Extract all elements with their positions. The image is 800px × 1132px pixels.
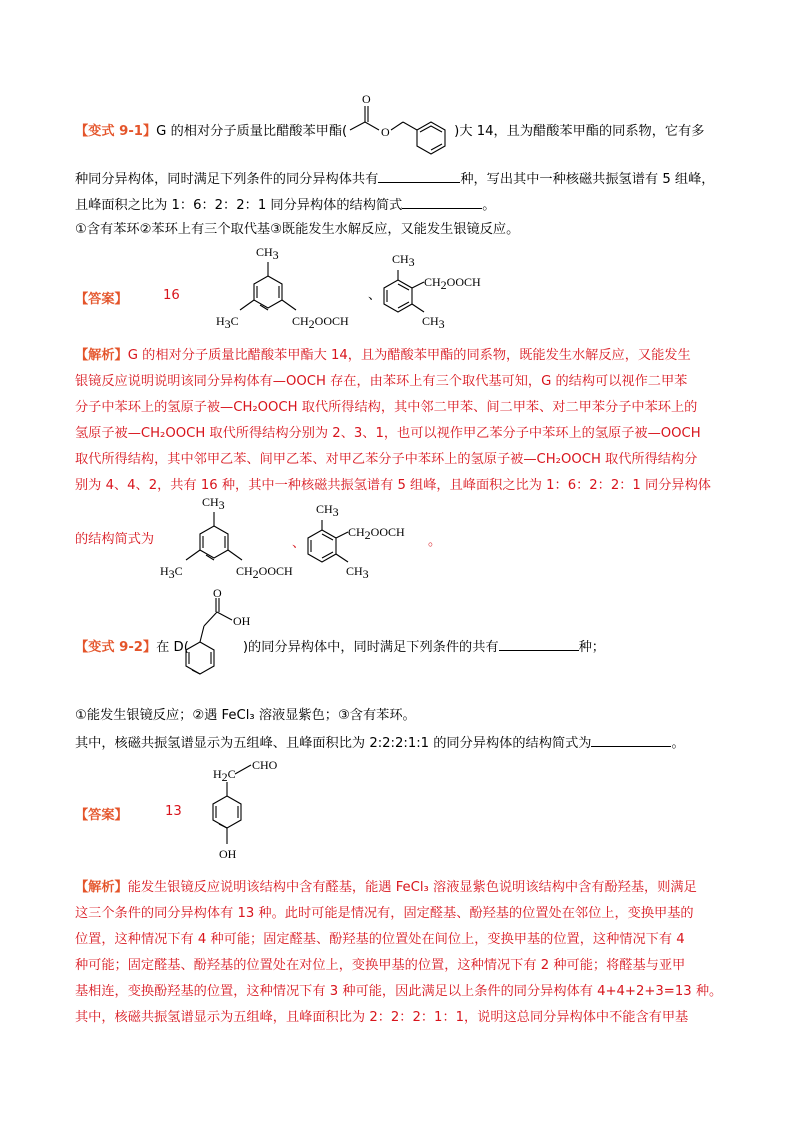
q2-line-1: 【变式 9-2】在 D( )的同分异构体中，同时满足下列条件的共有 种； [75,636,605,658]
a1-value: 16 [163,288,180,303]
svg-text:H3C: H3C [216,314,239,331]
q1-line-4: ①含有苯环②苯环上有三个取代基③既能发生水解反应，又能发生银镜反应。 [75,222,520,237]
e1-line-2: 银镜反应说明说明该同分异构体有—OOCH 存在，由苯环上有三个取代基可知，G 的结构可以视作二甲苯 [75,374,688,389]
q1-text-2a: 种同分异构体，同时满足下列条件的同分异构体共有 [75,172,379,187]
svg-text:O: O [213,586,222,600]
svg-text:CH2OOCH: CH2OOCH [292,314,349,331]
explain-structure-1 [156,496,306,586]
answer-structure-1 [210,246,360,336]
svg-text:CH3: CH3 [316,502,339,519]
e2-line-1: 【解析】能发生银镜反应说明该结构中含有醛基，能遇 FeCl₃ 溶液显紫色说明该结构中含有酚羟基，则满足 [75,880,697,895]
svg-text:CH3: CH3 [422,314,445,331]
e1-separator: 、 [292,536,306,551]
e1-line-4: 氢原子被—CH₂OOCH 取代所得结构分别为 2、3、1，也可以视作甲乙苯分子中苯环上的氢原子被—OOCH [75,426,701,441]
answer-structure-3 [205,756,305,866]
svg-text:OH: OH [219,847,237,861]
q2-line-3: 其中，核磁共振氢谱显示为五组峰、且峰面积比为 2:2:2:1:1 的同分异构体的结构简式为 。 [75,732,685,754]
q1-text-1b: )大 14，且为醋酸苯甲酯的同系物，它有多 [454,124,705,139]
e2-tag: 【解析】 [75,880,128,895]
q2-line-2: ①能发生银镜反应；②遇 FeCl₃ 溶液显紫色；③含有苯环。 [75,708,416,723]
a1-separator: 、 [368,288,382,303]
q1-text-3b: 。 [482,198,496,213]
q1-line-2 [75,168,714,190]
e1-line-3: 分子中苯环上的氢原子被—CH₂OOCH 取代所得结构，其中邻二甲苯、间二甲苯、对二甲苯分子中苯环上的 [75,400,698,415]
svg-text:CH3: CH3 [202,495,225,512]
q1-blank-structure[interactable] [402,194,482,209]
svg-text:CH3: CH3 [256,245,279,262]
q1-text-3a: 且峰面积之比为 1：6：2：2：1 同分异构体的结构简式 [75,198,403,213]
svg-text:OH: OH [233,614,251,628]
q1-blank-count[interactable] [378,168,460,183]
a2-value: 13 [165,804,182,819]
svg-text:CH3: CH3 [392,252,415,269]
a2-tag: 【答案】 [75,808,128,823]
explain-structure-2 [302,500,442,585]
e2-line-5: 基相连，变换酚羟基的位置，这种情况下有 3 种可能，因此满足以上条件的同分异构体有 4+4+2+3=13 种。 [75,984,723,999]
svg-text:CH2OOCH: CH2OOCH [348,525,405,542]
svg-text:CH2OOCH: CH2OOCH [424,275,481,292]
e2-line-6: 其中，核磁共振氢谱显示为五组峰，且峰面积比为 2：2：2：1：1，说明这总同分异构体中不能含有甲基 [75,1010,689,1025]
e1-line-7: 的结构简式为 [75,532,155,547]
q2-blank-count[interactable] [499,636,579,651]
answer-structure-2 [378,250,518,335]
q1-text-2b: 种，写出其中一种核磁共振氢谱有 5 组峰， [460,172,715,187]
q1-text-1a: G 的相对分子质量比醋酸苯甲酯( [156,124,348,139]
svg-text:CH3: CH3 [346,564,369,581]
q1-tag: 【变式 9-1】 [75,124,157,139]
e2-line-4: 种可能；固定醛基、酚羟基的位置处在对位上，变换甲基的位置，这种情况下有 2 种可能；将醛基与亚甲 [75,958,686,973]
e2-line-2: 这三个条件的同分异构体有 13 种。此时可能是情况有，固定醛基、酚羟基的位置处在邻位上，变换甲基的 [75,906,694,921]
e1-line-6: 别为 4、4、2，共有 16 种，其中一种核磁共振氢谱有 5 组峰，且峰面积之比为 1：6：2：2：1 同分异构体 [75,478,711,493]
e1-tag: 【解析】 [75,348,128,363]
q2-tag: 【变式 9-2】 [75,640,157,655]
benzyl-acetate-structure [345,92,460,162]
e1-end: 。 [428,534,442,549]
q2-blank-structure[interactable] [591,732,671,747]
svg-text:H2C: H2C [213,767,236,784]
a1-tag: 【答案】 [75,292,128,307]
e1-line-1: 【解析】G 的相对分子质量比醋酸苯甲酯大 14，且为醋酸苯甲酯的同系物，既能发生水解反应，又能发生 [75,348,691,363]
q1-line-3 [75,194,495,216]
e2-line-3: 位置，这种情况下有 4 种可能；固定醛基、酚羟基的位置处在间位上，变换甲基的位置，这种情况下有 4 [75,932,685,947]
e1-line-5: 取代所得结构，其中邻甲乙苯、间甲乙苯、对甲乙苯分子中苯环上的氢原子被—CH₂OOCH 取代所得结构分 [75,452,698,467]
svg-text:CH2OOCH: CH2OOCH [236,564,293,581]
ester-o-label: O [381,125,390,139]
svg-text:CHO: CHO [252,758,278,772]
carbonyl-o-label: O [362,92,371,106]
svg-text:H3C: H3C [160,564,183,581]
